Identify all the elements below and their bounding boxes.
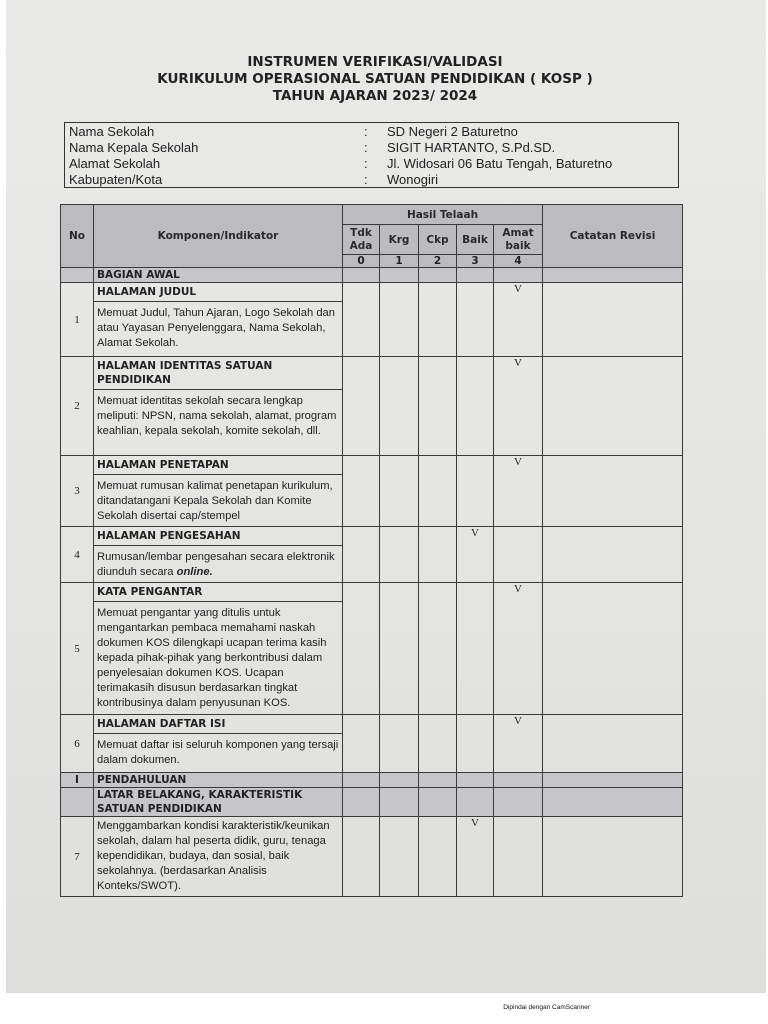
info-label: Nama Sekolah — [69, 124, 155, 139]
score-3: 3 — [457, 255, 494, 268]
indicator-description: Menggambarkan kondisi karakteristik/keunikan sekolah, dalam hal peserta didik, guru, tenaga kependidikan, budaya, dan sosial, baik sekolahnya. (berdasarkan Analisis Konteks/SWOT). — [97, 820, 330, 892]
indicator-description: Memuat daftar isi seluruh komponen yang tersaji dalam dokumen. — [97, 739, 339, 766]
section-roman-numeral: I — [61, 773, 94, 788]
score-2: 2 — [419, 255, 457, 268]
info-colon: : — [364, 156, 368, 171]
indicator-heading: HALAMAN JUDUL — [94, 283, 342, 302]
info-row-address — [69, 156, 669, 172]
info-label: Nama Kepala Sekolah — [69, 140, 199, 155]
verification-table — [60, 204, 683, 897]
revision-note-cell — [543, 527, 683, 583]
indicator-cell — [94, 357, 343, 456]
check-mark: V — [457, 527, 494, 583]
table-row — [61, 456, 683, 527]
table-header-row — [61, 205, 683, 225]
description-text: Rumusan/lembar pengesahan secara elektronik diunduh secara — [97, 551, 335, 578]
subsection-row-latar-belakang — [61, 788, 683, 817]
check-mark: V — [494, 583, 543, 715]
title-line-1: INSTRUMEN VERIFIKASI/VALIDASI — [247, 54, 503, 70]
row-number: 6 — [61, 715, 94, 773]
indicator-cell — [94, 715, 343, 773]
indicator-heading: HALAMAN IDENTITAS SATUAN PENDIDIKAN — [94, 357, 342, 390]
scanner-watermark: Dipindai dengan CamScanner — [503, 1004, 590, 1011]
row-number: 3 — [61, 456, 94, 527]
info-value: Jl. Widosari 06 Batu Tengah, Baturetno — [387, 156, 613, 171]
table-row — [61, 527, 683, 583]
indicator-heading: HALAMAN PENGESAHAN — [94, 527, 342, 546]
indicator-description — [94, 546, 342, 582]
header-amat-baik: Amat baik — [494, 225, 543, 255]
indicator-cell — [94, 527, 343, 583]
info-colon: : — [364, 124, 368, 139]
title-line-3: TAHUN AJARAN 2023/ 2024 — [272, 88, 478, 104]
info-colon: : — [364, 172, 368, 187]
school-info-box — [64, 122, 679, 188]
header-indikator: Komponen/Indikator — [94, 205, 343, 268]
section-no-cell — [61, 268, 94, 283]
score-4: 4 — [494, 255, 543, 268]
info-row-school — [69, 124, 669, 140]
revision-note-cell — [543, 583, 683, 715]
header-hasil-telaah: Hasil Telaah — [343, 205, 543, 225]
info-value: SIGIT HARTANTO, S.Pd.SD. — [387, 140, 556, 155]
indicator-description: Memuat Judul, Tahun Ajaran, Logo Sekolah dan atau Yayasan Penyelenggara, Nama Sekolah, Alamat Sekolah. — [97, 307, 336, 349]
info-label: Kabupaten/Kota — [69, 172, 163, 187]
table-row — [61, 583, 683, 715]
info-colon: : — [364, 140, 368, 155]
row-number: 7 — [61, 817, 94, 897]
info-row-regency — [69, 172, 669, 188]
section-row-pendahuluan — [61, 773, 683, 788]
document-title — [60, 54, 690, 105]
table-row — [61, 817, 683, 897]
check-mark: V — [494, 715, 543, 773]
section-label: PENDAHULUAN — [94, 773, 343, 788]
score-0: 0 — [343, 255, 380, 268]
indicator-heading: HALAMAN DAFTAR ISI — [94, 715, 342, 734]
indicator-cell — [94, 817, 343, 897]
check-mark: V — [494, 456, 543, 527]
check-mark: V — [494, 357, 543, 456]
section-row-bagian-awal — [61, 268, 683, 283]
info-label: Alamat Sekolah — [69, 156, 161, 171]
table-row — [61, 715, 683, 773]
revision-note-cell — [543, 283, 683, 357]
revision-note-cell — [543, 456, 683, 527]
indicator-heading: KATA PENGANTAR — [94, 583, 342, 602]
header-ckp: Ckp — [419, 225, 457, 255]
indicator-description: Memuat pengantar yang ditulis untuk mengantarkan pembaca memahami naskah dokumen KOS dilengkapi ucapan terima kasih kepada pihak-pihak yang berkontribusi dalam penyelesaian dokumen KOS. Ucapan terimakasih disusun berdasarkan tingkat kontribusinya dalam penyusunan KOS. — [97, 607, 327, 709]
row-number: 4 — [61, 527, 94, 583]
header-no: No — [61, 205, 94, 268]
indicator-cell — [94, 456, 343, 527]
title-line-2: KURIKULUM OPERASIONAL SATUAN PENDIDIKAN ( KOSP ) — [157, 71, 593, 87]
description-emphasis: online. — [176, 566, 213, 578]
row-number: 2 — [61, 357, 94, 456]
header-catatan-revisi: Catatan Revisi — [543, 205, 683, 268]
info-value: SD Negeri 2 Baturetno — [387, 124, 518, 139]
info-row-principal — [69, 140, 669, 156]
row-number: 5 — [61, 583, 94, 715]
header-krg: Krg — [380, 225, 419, 255]
score-1: 1 — [380, 255, 419, 268]
check-mark: V — [457, 817, 494, 897]
table-row — [61, 357, 683, 456]
header-baik: Baik — [457, 225, 494, 255]
indicator-cell — [94, 283, 343, 357]
row-number: 1 — [61, 283, 94, 357]
info-value: Wonogiri — [387, 172, 439, 187]
revision-note-cell — [543, 715, 683, 773]
header-tdk-ada: Tdk Ada — [343, 225, 380, 255]
check-mark: V — [494, 283, 543, 357]
subsection-label: LATAR BELAKANG, KARAKTERISTIK SATUAN PENDIDIKAN — [94, 788, 343, 817]
revision-note-cell — [543, 817, 683, 897]
table-row — [61, 283, 683, 357]
section-label: BAGIAN AWAL — [94, 268, 343, 283]
indicator-description: Memuat rumusan kalimat penetapan kurikulum, ditandatangani Kepala Sekolah dan Komite Sekolah disertai cap/stempel — [97, 480, 333, 522]
revision-note-cell — [543, 357, 683, 456]
indicator-description: Memuat identitas sekolah secara lengkap meliputi: NPSN, nama sekolah, alamat, program keahlian, kepala sekolah, komite sekolah, dll. — [97, 395, 337, 437]
indicator-heading: HALAMAN PENETAPAN — [94, 456, 342, 475]
indicator-cell — [94, 583, 343, 715]
